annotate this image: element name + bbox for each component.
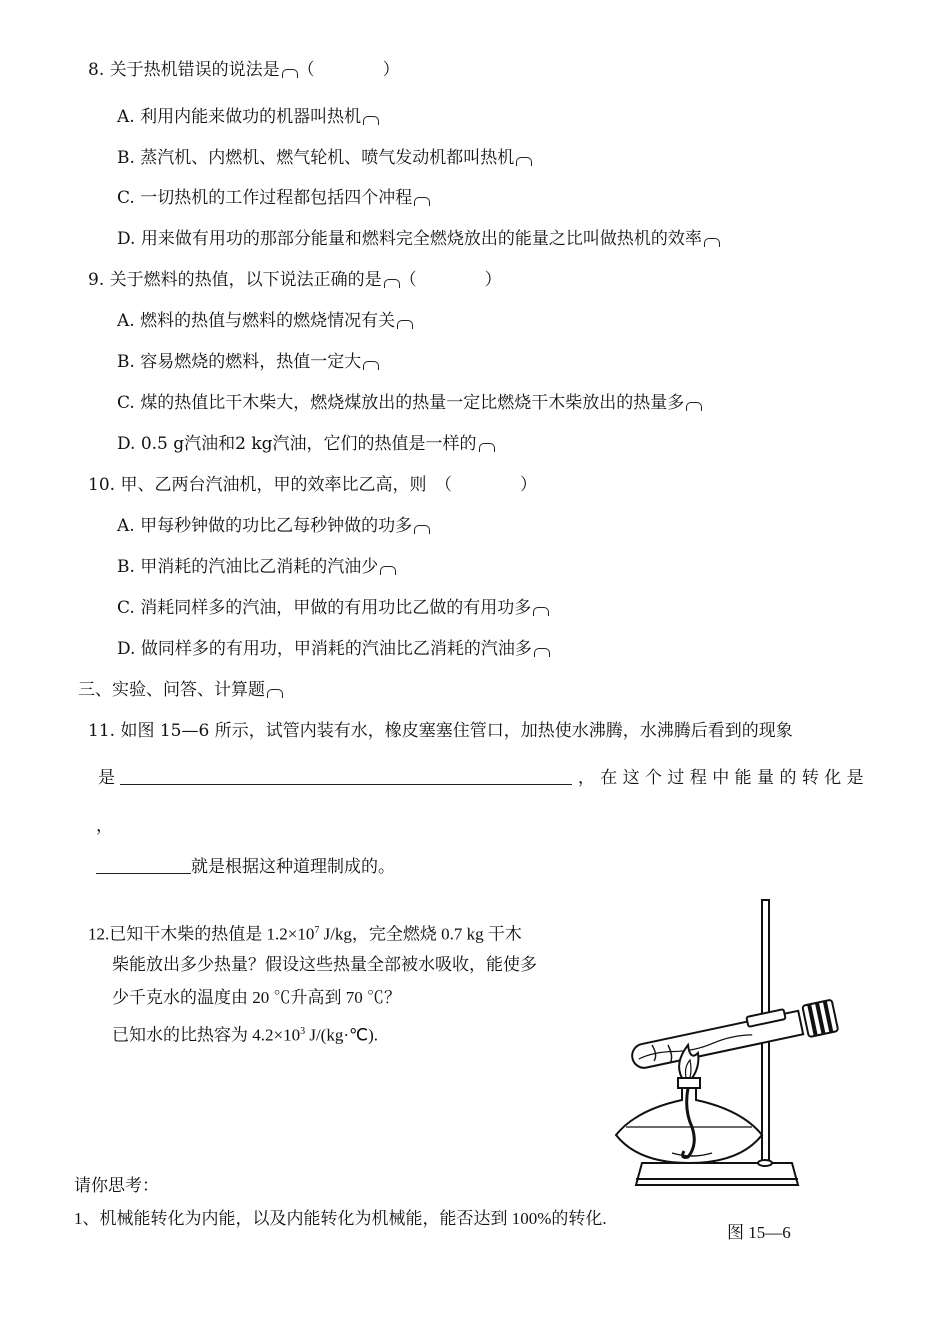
q10-option-b: B. 甲消耗的汽油比乙消耗的汽油少	[117, 556, 396, 578]
paragraph-mark-icon	[397, 320, 413, 329]
paragraph-mark-icon	[363, 361, 379, 370]
q11-line1: 11. 如图 15—6 所示，试管内装有水，橡皮塞塞住管口，加热使水沸腾，水沸腾后看到的现象	[88, 721, 793, 741]
think-item-1: 1、机械能转化为内能，以及内能转化为机械能，能否达到 100%的转化.	[74, 1209, 607, 1228]
paragraph-mark-icon	[384, 279, 400, 288]
q8-option-b: B. 蒸汽机、内燃机、燃气轮机、喷气发动机都叫热机	[117, 147, 532, 169]
answer-blank[interactable]	[120, 768, 572, 785]
q8-stem: 8. 关于热机错误的说法是 （ ）	[88, 60, 400, 80]
q9-option-d: D. 0.5 g汽油和2 kg汽油，它们的热值是一样的	[117, 433, 495, 455]
q8-option-d: D. 用来做有用功的那部分能量和燃料完全燃烧放出的能量之比叫做热机的效率	[117, 228, 720, 250]
q11-line2: 是 ， 在 这 个 过 程 中 能 量 的 转 化 是	[98, 768, 864, 788]
answer-blank[interactable]	[96, 857, 191, 874]
q8-option-c: C. 一切热机的工作过程都包括四个冲程	[117, 187, 430, 209]
paragraph-mark-icon	[363, 116, 379, 125]
q9-option-b: B. 容易燃烧的燃料，热值一定大	[117, 351, 379, 373]
q9-option-c: C. 煤的热值比干木柴大，燃烧煤放出的热量一定比燃烧干木柴放出的热量多	[117, 392, 702, 414]
think-title: 请你思考：	[74, 1176, 159, 1196]
alcohol-lamp	[616, 1088, 762, 1163]
test-tube	[629, 1000, 838, 1074]
paragraph-mark-icon	[282, 69, 298, 78]
test-tube-apparatus-figure	[612, 895, 852, 1195]
q9-option-a: A. 燃料的热值与燃料的燃烧情况有关	[117, 310, 413, 332]
q11-line4: 就是根据这种道理制成的。	[96, 856, 395, 878]
q10-stem: 10. 甲、乙两台汽油机，甲的效率比乙高，则 （ ）	[88, 475, 537, 495]
q10-option-c: C. 消耗同样多的汽油，甲做的有用功比乙做的有用功多	[117, 597, 549, 619]
paragraph-mark-icon	[479, 443, 495, 452]
figure-caption: 图 15—6	[727, 1223, 791, 1242]
q8-option-a: A. 利用内能来做功的机器叫热机	[117, 106, 379, 128]
q11-line3: ，	[96, 816, 113, 836]
q10-option-d: D. 做同样多的有用功，甲消耗的汽油比乙消耗的汽油多	[117, 638, 550, 660]
paragraph-mark-icon	[380, 566, 396, 575]
rod-foot	[758, 1160, 772, 1166]
q12-line3: 少千克水的温度由 20 ℃升高到 70 ℃？	[112, 988, 401, 1007]
q10-option-a: A. 甲每秒钟做的功比乙每秒钟做的功多	[117, 515, 430, 537]
paragraph-mark-icon	[516, 157, 532, 166]
q12-line4: 已知水的比热容为 $4.2\times 10^3$ J/(kg·℃).	[112, 1025, 379, 1045]
paragraph-mark-icon	[267, 689, 283, 698]
paragraph-mark-icon	[534, 648, 550, 657]
paragraph-mark-icon	[533, 607, 549, 616]
q12-line1: 12.已知干木柴的热值是 $1.2\times 10^7$ J/kg，完全燃烧 0.7 kg 干木	[88, 924, 522, 944]
paragraph-mark-icon	[414, 525, 430, 534]
q9-stem: 9. 关于燃料的热值，以下说法正确的是 （ ）	[88, 270, 502, 290]
section-title: 三、实验、问答、计算题	[78, 679, 283, 701]
paragraph-mark-icon	[704, 238, 720, 247]
paragraph-mark-icon	[686, 402, 702, 411]
paragraph-mark-icon	[414, 197, 430, 206]
q12-line2: 柴能放出多少热量？假设这些热量全部被水吸收，能使多	[112, 955, 537, 974]
wick-holder	[678, 1078, 700, 1088]
stand-base	[636, 1163, 798, 1185]
